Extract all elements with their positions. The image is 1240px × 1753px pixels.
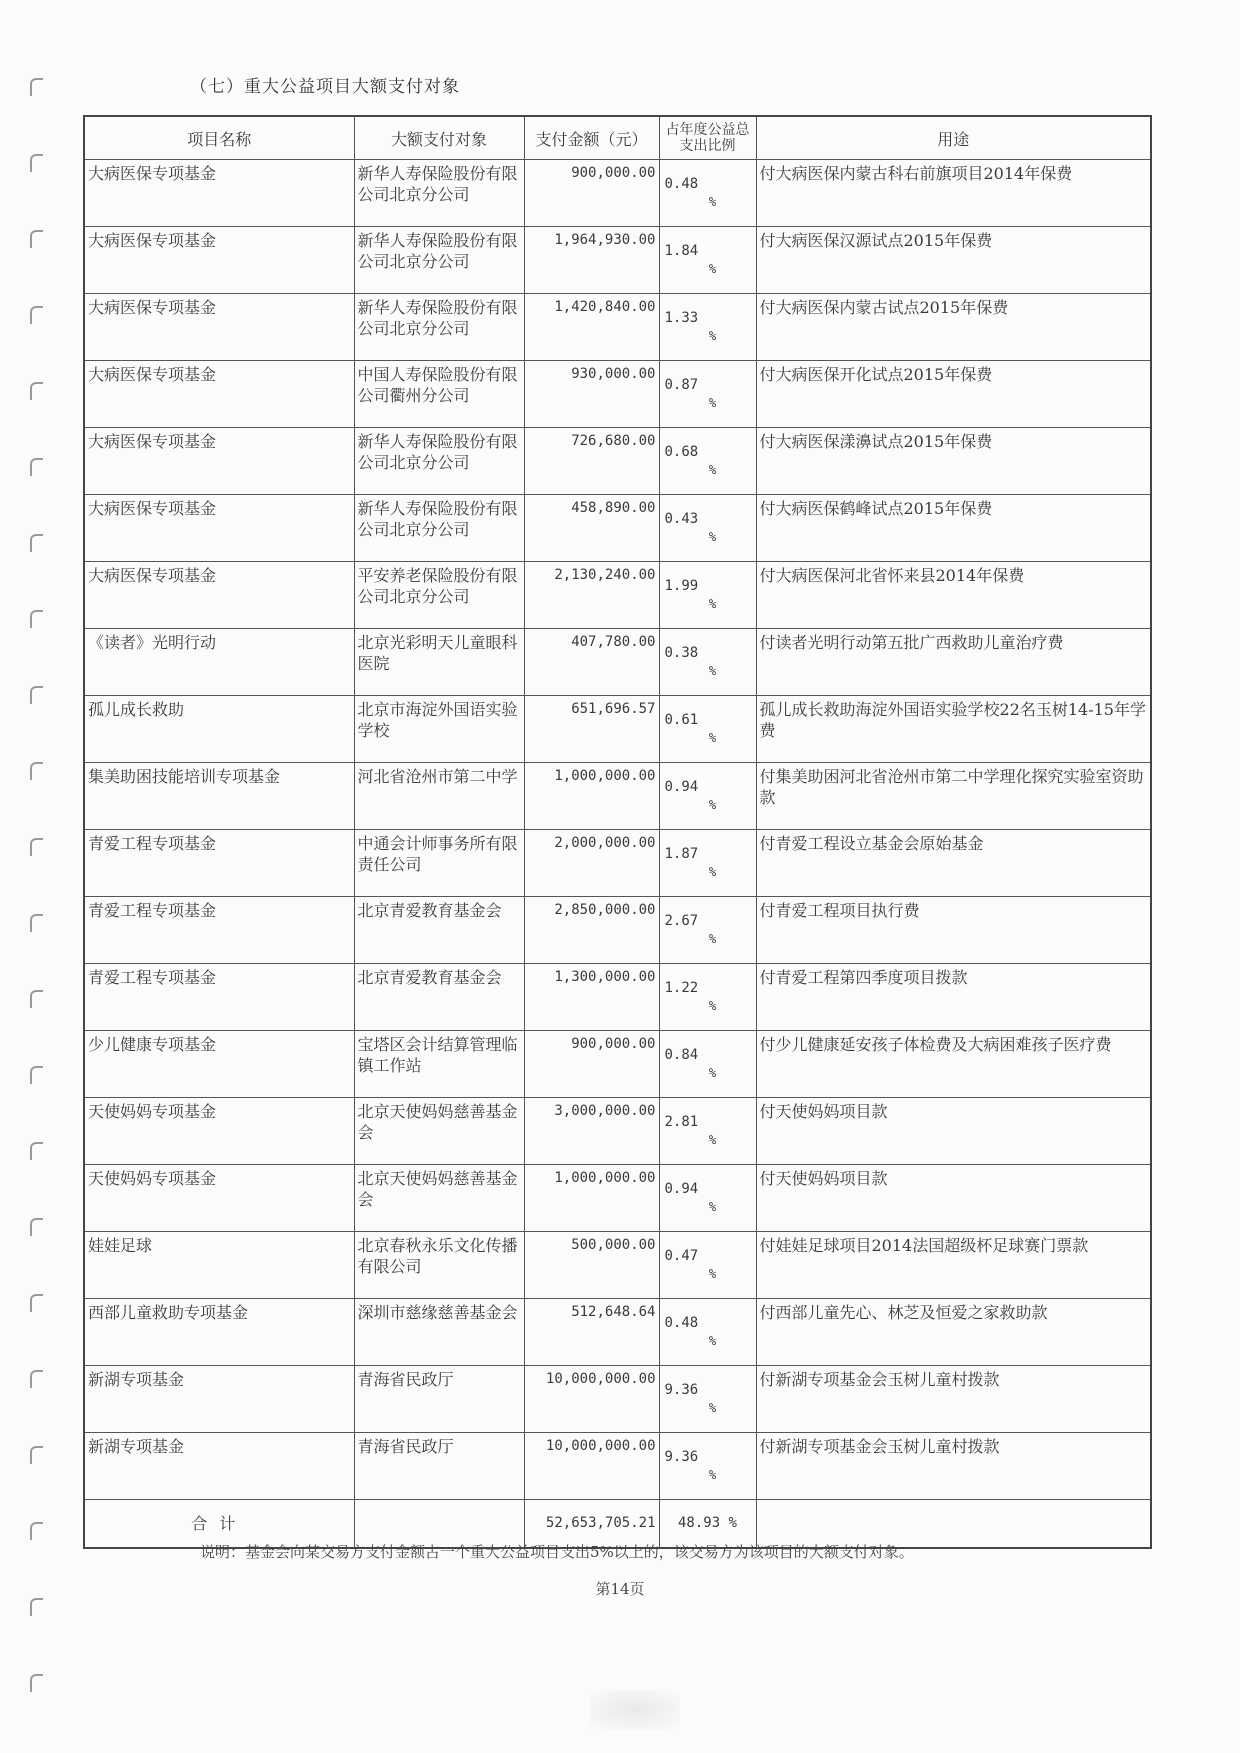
table-row bbox=[84, 1366, 1151, 1433]
cell-ratio bbox=[659, 495, 756, 562]
header-purpose: 用途 bbox=[756, 116, 1151, 160]
ratio-percent-sign: % bbox=[708, 798, 717, 812]
table-row bbox=[84, 361, 1151, 428]
ratio-percent-sign: % bbox=[708, 1334, 717, 1348]
table-row bbox=[84, 763, 1151, 830]
table-row bbox=[84, 1098, 1151, 1165]
cell-project: 娃娃足球 bbox=[84, 1232, 354, 1299]
cell-payee: 宝塔区会计结算管理临镇工作站 bbox=[354, 1031, 524, 1098]
cell-amount: 500,000.00 bbox=[524, 1232, 659, 1299]
table-row bbox=[84, 160, 1151, 227]
cell-payee: 新华人寿保险股份有限公司北京分公司 bbox=[354, 227, 524, 294]
binder-hole-mark bbox=[30, 990, 43, 1008]
cell-purpose: 付读者光明行动第五批广西救助儿童治疗费 bbox=[756, 629, 1151, 696]
binder-hole-mark bbox=[30, 1446, 43, 1464]
ratio-percent-sign: % bbox=[708, 664, 717, 678]
cell-project: 大病医保专项基金 bbox=[84, 227, 354, 294]
cell-ratio bbox=[659, 1165, 756, 1232]
cell-purpose: 付新湖专项基金会玉树儿童村拨款 bbox=[756, 1366, 1151, 1433]
ratio-value: 0.47 bbox=[664, 1248, 699, 1264]
cell-ratio bbox=[659, 629, 756, 696]
cell-payee: 新华人寿保险股份有限公司北京分公司 bbox=[354, 495, 524, 562]
cell-project: 《读者》光明行动 bbox=[84, 629, 354, 696]
table-row bbox=[84, 562, 1151, 629]
ratio-value: 1.33 bbox=[664, 310, 699, 326]
table-row bbox=[84, 964, 1151, 1031]
ratio-percent-sign: % bbox=[708, 731, 717, 745]
cell-amount: 458,890.00 bbox=[524, 495, 659, 562]
ratio-value: 0.43 bbox=[664, 511, 699, 527]
page-number: 第14页 bbox=[595, 1580, 645, 1598]
ratio-percent-sign: % bbox=[708, 865, 717, 879]
cell-ratio bbox=[659, 696, 756, 763]
cell-amount: 1,000,000.00 bbox=[524, 763, 659, 830]
cell-amount: 726,680.00 bbox=[524, 428, 659, 495]
ratio-value: 0.94 bbox=[664, 1181, 699, 1197]
cell-amount: 900,000.00 bbox=[524, 160, 659, 227]
ratio-value: 1.84 bbox=[664, 243, 699, 259]
cell-amount: 2,130,240.00 bbox=[524, 562, 659, 629]
cell-amount: 900,000.00 bbox=[524, 1031, 659, 1098]
ratio-percent-sign: % bbox=[708, 262, 717, 276]
ratio-percent-sign: % bbox=[708, 999, 717, 1013]
table-row bbox=[84, 428, 1151, 495]
cell-purpose: 付少儿健康延安孩子体检费及大病困难孩子医疗费 bbox=[756, 1031, 1151, 1098]
cell-project: 孤儿成长救助 bbox=[84, 696, 354, 763]
ratio-percent-sign: % bbox=[708, 1133, 717, 1147]
cell-project: 新湖专项基金 bbox=[84, 1433, 354, 1500]
ratio-percent-sign: % bbox=[708, 195, 717, 209]
ratio-percent-sign: % bbox=[708, 396, 717, 410]
cell-amount: 1,420,840.00 bbox=[524, 294, 659, 361]
cell-project: 青爱工程专项基金 bbox=[84, 897, 354, 964]
cell-purpose: 付青爱工程第四季度项目拨款 bbox=[756, 964, 1151, 1031]
binder-hole-mark bbox=[30, 1294, 43, 1312]
header-ratio: 占年度公益总支出比例 bbox=[659, 116, 756, 160]
cell-ratio bbox=[659, 428, 756, 495]
cell-payee: 北京光彩明天儿童眼科医院 bbox=[354, 629, 524, 696]
total-ratio: 48.93 % bbox=[659, 1500, 756, 1548]
ratio-value: 0.87 bbox=[664, 377, 699, 393]
ratio-value: 1.87 bbox=[664, 846, 699, 862]
cell-payee: 深圳市慈缘慈善基金会 bbox=[354, 1299, 524, 1366]
cell-project: 大病医保专项基金 bbox=[84, 428, 354, 495]
cell-project: 西部儿童救助专项基金 bbox=[84, 1299, 354, 1366]
ratio-percent-sign: % bbox=[708, 463, 717, 477]
cell-amount: 10,000,000.00 bbox=[524, 1433, 659, 1500]
binder-hole-mark bbox=[30, 458, 43, 476]
ratio-value: 1.22 bbox=[664, 980, 699, 996]
ratio-percent-sign: % bbox=[708, 1267, 717, 1281]
cell-project: 青爱工程专项基金 bbox=[84, 964, 354, 1031]
binder-hole-mark bbox=[30, 1674, 43, 1692]
cell-ratio bbox=[659, 1098, 756, 1165]
binder-hole-mark bbox=[30, 1218, 43, 1236]
cell-ratio bbox=[659, 763, 756, 830]
binder-hole-mark bbox=[30, 838, 43, 856]
cell-ratio bbox=[659, 1299, 756, 1366]
cell-amount: 651,696.57 bbox=[524, 696, 659, 763]
cell-amount: 1,964,930.00 bbox=[524, 227, 659, 294]
binder-hole-mark bbox=[30, 1598, 43, 1616]
cell-payee: 中通会计师事务所有限责任公司 bbox=[354, 830, 524, 897]
cell-payee: 北京春秋永乐文化传播有限公司 bbox=[354, 1232, 524, 1299]
table-row bbox=[84, 1232, 1151, 1299]
cell-purpose: 付大病医保漾濞试点2015年保费 bbox=[756, 428, 1151, 495]
scan-smudge bbox=[590, 1690, 680, 1730]
cell-ratio bbox=[659, 897, 756, 964]
cell-purpose: 付大病医保鹤峰试点2015年保费 bbox=[756, 495, 1151, 562]
cell-payee: 中国人寿保险股份有限公司衢州分公司 bbox=[354, 361, 524, 428]
cell-payee: 北京青爱教育基金会 bbox=[354, 964, 524, 1031]
binder-hole-mark bbox=[30, 306, 43, 324]
ratio-value: 0.94 bbox=[664, 779, 699, 795]
cell-amount: 407,780.00 bbox=[524, 629, 659, 696]
cell-ratio bbox=[659, 830, 756, 897]
cell-ratio bbox=[659, 964, 756, 1031]
binder-hole-mark bbox=[30, 1370, 43, 1388]
cell-purpose: 付天使妈妈项目款 bbox=[756, 1098, 1151, 1165]
header-project: 项目名称 bbox=[84, 116, 354, 160]
section-title: （七）重大公益项目大额支付对象 bbox=[190, 77, 460, 97]
cell-project: 大病医保专项基金 bbox=[84, 160, 354, 227]
ratio-percent-sign: % bbox=[708, 932, 717, 946]
table-row bbox=[84, 830, 1151, 897]
cell-purpose: 付青爱工程项目执行费 bbox=[756, 897, 1151, 964]
ratio-percent-sign: % bbox=[708, 329, 717, 343]
cell-ratio bbox=[659, 1433, 756, 1500]
cell-purpose: 付大病医保河北省怀来县2014年保费 bbox=[756, 562, 1151, 629]
cell-purpose: 付集美助困河北省沧州市第二中学理化探究实验室资助款 bbox=[756, 763, 1151, 830]
cell-purpose: 付大病医保开化试点2015年保费 bbox=[756, 361, 1151, 428]
payment-table bbox=[83, 115, 1152, 1549]
cell-payee: 北京市海淀外国语实验学校 bbox=[354, 696, 524, 763]
ratio-percent-sign: % bbox=[708, 530, 717, 544]
cell-purpose: 付西部儿童先心、林芝及恒爱之家救助款 bbox=[756, 1299, 1151, 1366]
header-amount: 支付金额（元） bbox=[524, 116, 659, 160]
table-row bbox=[84, 1433, 1151, 1500]
cell-amount: 1,300,000.00 bbox=[524, 964, 659, 1031]
ratio-value: 2.67 bbox=[664, 913, 699, 929]
cell-project: 大病医保专项基金 bbox=[84, 361, 354, 428]
cell-purpose: 付大病医保内蒙古试点2015年保费 bbox=[756, 294, 1151, 361]
table-header-row bbox=[84, 116, 1151, 160]
ratio-percent-sign: % bbox=[708, 1200, 717, 1214]
cell-ratio bbox=[659, 227, 756, 294]
ratio-value: 0.48 bbox=[664, 176, 699, 192]
cell-project: 新湖专项基金 bbox=[84, 1366, 354, 1433]
total-label: 合计 bbox=[84, 1500, 354, 1548]
table-row bbox=[84, 294, 1151, 361]
cell-payee: 青海省民政厅 bbox=[354, 1433, 524, 1500]
cell-payee: 北京青爱教育基金会 bbox=[354, 897, 524, 964]
cell-ratio bbox=[659, 1031, 756, 1098]
table-body bbox=[84, 160, 1151, 1500]
cell-amount: 930,000.00 bbox=[524, 361, 659, 428]
cell-project: 青爱工程专项基金 bbox=[84, 830, 354, 897]
cell-amount: 2,850,000.00 bbox=[524, 897, 659, 964]
binder-hole-mark bbox=[30, 154, 43, 172]
cell-project: 大病医保专项基金 bbox=[84, 294, 354, 361]
table-row bbox=[84, 1031, 1151, 1098]
ratio-value: 9.36 bbox=[664, 1449, 699, 1465]
table-row bbox=[84, 629, 1151, 696]
cell-amount: 512,648.64 bbox=[524, 1299, 659, 1366]
cell-purpose: 付青爱工程设立基金会原始基金 bbox=[756, 830, 1151, 897]
header-payee: 大额支付对象 bbox=[354, 116, 524, 160]
cell-payee: 北京天使妈妈慈善基金会 bbox=[354, 1165, 524, 1232]
table-row bbox=[84, 1165, 1151, 1232]
ratio-value: 0.48 bbox=[664, 1315, 699, 1331]
binder-hole-mark bbox=[30, 1142, 43, 1160]
cell-payee: 新华人寿保险股份有限公司北京分公司 bbox=[354, 160, 524, 227]
cell-purpose: 付新湖专项基金会玉树儿童村拨款 bbox=[756, 1433, 1151, 1500]
cell-payee: 平安养老保险股份有限公司北京分公司 bbox=[354, 562, 524, 629]
cell-payee: 新华人寿保险股份有限公司北京分公司 bbox=[354, 294, 524, 361]
ratio-value: 0.38 bbox=[664, 645, 699, 661]
cell-project: 天使妈妈专项基金 bbox=[84, 1098, 354, 1165]
table-row bbox=[84, 897, 1151, 964]
cell-amount: 10,000,000.00 bbox=[524, 1366, 659, 1433]
cell-purpose: 付天使妈妈项目款 bbox=[756, 1165, 1151, 1232]
binder-hole-mark bbox=[30, 230, 43, 248]
table-row bbox=[84, 1299, 1151, 1366]
table-row bbox=[84, 495, 1151, 562]
cell-purpose: 付大病医保内蒙古科右前旗项目2014年保费 bbox=[756, 160, 1151, 227]
cell-ratio bbox=[659, 1366, 756, 1433]
cell-ratio bbox=[659, 361, 756, 428]
cell-purpose: 付娃娃足球项目2014法国超级杯足球赛门票款 bbox=[756, 1232, 1151, 1299]
cell-purpose: 付大病医保汉源试点2015年保费 bbox=[756, 227, 1151, 294]
table-row bbox=[84, 696, 1151, 763]
cell-ratio bbox=[659, 1232, 756, 1299]
table-row bbox=[84, 227, 1151, 294]
ratio-value: 2.81 bbox=[664, 1114, 699, 1130]
cell-amount: 3,000,000.00 bbox=[524, 1098, 659, 1165]
cell-project: 天使妈妈专项基金 bbox=[84, 1165, 354, 1232]
binder-hole-mark bbox=[30, 382, 43, 400]
total-amount: 52,653,705.21 bbox=[524, 1500, 659, 1548]
cell-payee: 青海省民政厅 bbox=[354, 1366, 524, 1433]
footnote: 说明：基金会向某交易方支付金额占一个重大公益项目支出5%以上的，该交易方为该项目的大额支付对象。 bbox=[200, 1543, 914, 1561]
binder-hole-mark bbox=[30, 1066, 43, 1084]
cell-payee: 北京天使妈妈慈善基金会 bbox=[354, 1098, 524, 1165]
cell-payee: 河北省沧州市第二中学 bbox=[354, 763, 524, 830]
cell-amount: 2,000,000.00 bbox=[524, 830, 659, 897]
ratio-value: 0.84 bbox=[664, 1047, 699, 1063]
binder-hole-mark bbox=[30, 610, 43, 628]
cell-amount: 1,000,000.00 bbox=[524, 1165, 659, 1232]
cell-project: 大病医保专项基金 bbox=[84, 562, 354, 629]
binder-hole-mark bbox=[30, 914, 43, 932]
binder-hole-mark bbox=[30, 534, 43, 552]
ratio-value: 0.61 bbox=[664, 712, 699, 728]
cell-project: 集美助困技能培训专项基金 bbox=[84, 763, 354, 830]
ratio-value: 1.99 bbox=[664, 578, 699, 594]
cell-payee: 新华人寿保险股份有限公司北京分公司 bbox=[354, 428, 524, 495]
binder-hole-mark bbox=[30, 762, 43, 780]
cell-purpose: 孤儿成长救助海淀外国语实验学校22名玉树14-15年学费 bbox=[756, 696, 1151, 763]
cell-ratio bbox=[659, 294, 756, 361]
ratio-value: 0.68 bbox=[664, 444, 699, 460]
ratio-value: 9.36 bbox=[664, 1382, 699, 1398]
cell-ratio bbox=[659, 562, 756, 629]
ratio-percent-sign: % bbox=[708, 597, 717, 611]
ratio-percent-sign: % bbox=[708, 1401, 717, 1415]
cell-ratio bbox=[659, 160, 756, 227]
cell-project: 大病医保专项基金 bbox=[84, 495, 354, 562]
binder-hole-mark bbox=[30, 686, 43, 704]
ratio-percent-sign: % bbox=[708, 1468, 717, 1482]
binder-hole-mark bbox=[30, 1522, 43, 1540]
cell-project: 少儿健康专项基金 bbox=[84, 1031, 354, 1098]
binder-hole-mark bbox=[30, 78, 43, 96]
ratio-percent-sign: % bbox=[708, 1066, 717, 1080]
